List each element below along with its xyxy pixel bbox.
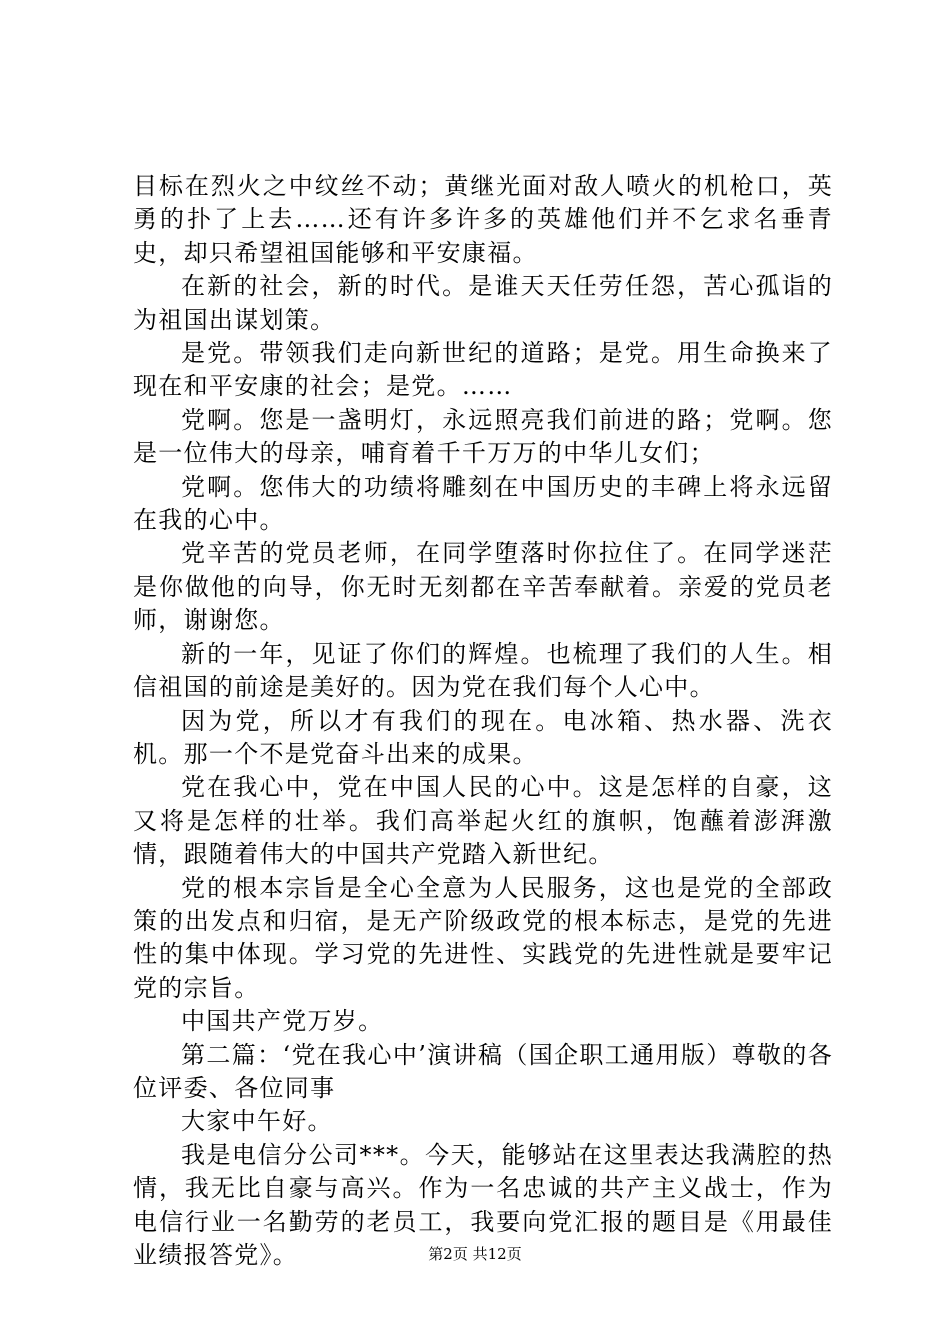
paragraph: 党的根本宗旨是全心全意为人民服务，这也是党的全部政策的出发点和归宿，是无产阶级政党的根本标志，是党的先进性的集中体现。学习党的先进性、实践党的先进性就是要牢记党的宗旨。	[133, 873, 833, 1002]
paragraph: 在新的社会，新的时代。是谁天天任劳任怨，苦心孤诣的为祖国出谋划策。	[133, 272, 833, 334]
section-heading-paragraph: 第二篇：‘党在我心中’演讲稿（国企职工通用版）尊敬的各位评委、各位同事	[133, 1040, 833, 1102]
body-text	[133, 170, 833, 1272]
paragraph: 党啊。您伟大的功绩将雕刻在中国历史的丰碑上将永远留在我的心中。	[133, 472, 833, 535]
paragraph: 我是电信分公司***。今天，能够站在这里表达我满腔的热情，我无比自豪与高兴。作为一名忠诚的共产主义战士，作为电信行业一名勤劳的老员工，我要向党汇报的题目是《用最佳业绩报答党》。	[133, 1140, 833, 1269]
greeting-paragraph: 大家中午好。	[181, 1107, 333, 1136]
paragraph: 新的一年，见证了你们的辉煌。也梳理了我们的人生。相信祖国的前途是美好的。因为党在我们每个人心中。	[133, 639, 833, 702]
paragraph: 党在我心中，党在中国人民的心中。这是怎样的自豪，这又将是怎样的壮举。我们高举起火红的旗帜，饱蘸着澎湃激情，跟随着伟大的中国共产党踏入新世纪。	[133, 773, 833, 869]
paragraph: 中国共产党万岁。	[181, 1007, 384, 1036]
page-number-footer: 第2页 共12页	[428, 1245, 522, 1263]
paragraph-continued: 目标在烈火之中纹丝不动；黄继光面对敌人喷火的机枪口，英勇的扑了上去……还有许多许多的英雄他们并不乞求名垂青史，却只希望祖国能够和平安康福。	[133, 172, 833, 267]
paragraph: 党啊。您是一盏明灯，永远照亮我们前进的路；党啊。您是一位伟大的母亲，哺育着千千万万的中华儿女们；	[133, 405, 833, 468]
paragraph: 是党。带领我们走向新世纪的道路；是党。用生命换来了现在和平安康的社会；是党。……	[133, 339, 833, 401]
paragraph: 党辛苦的党员老师，在同学堕落时你拉住了。在同学迷茫是你做他的向导，你无时无刻都在辛苦奉献着。亲爱的党员老师，谢谢您。	[133, 539, 833, 635]
paragraph: 因为党，所以才有我们的现在。电冰箱、热水器、洗衣机。那一个不是党奋斗出来的成果。	[133, 706, 833, 768]
